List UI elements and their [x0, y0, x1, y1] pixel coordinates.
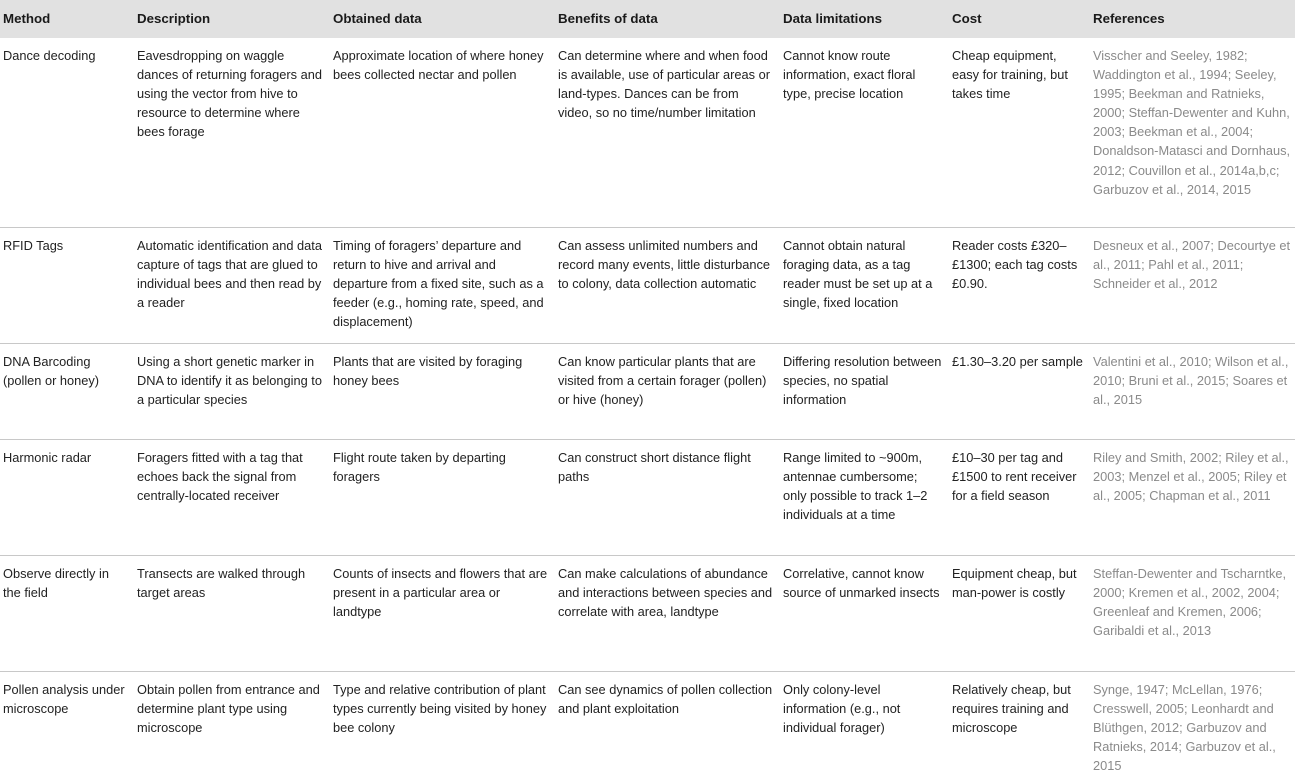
method-cell: Dance decoding: [0, 38, 134, 228]
description-cell: Foragers fitted with a tag that echoes back the signal from centrally-located receiver: [134, 440, 330, 556]
cost-cell: Cheap equipment, easy for training, but takes time: [949, 38, 1090, 228]
column-header-references: References: [1090, 0, 1295, 38]
description-cell: Obtain pollen from entrance and determine plant type using microscope: [134, 672, 330, 781]
cost-cell: £10–30 per tag and £1500 to rent receiver for a field season: [949, 440, 1090, 556]
method-cell: Harmonic radar: [0, 440, 134, 556]
column-header-benefits: Benefits of data: [555, 0, 780, 38]
references-cell: Visscher and Seeley, 1982; Waddington et al., 1994; Seeley, 1995; Beekman and Ratnieks, 2000; Steffan-Dewenter and Kuhn, 2003; Beekman et al., 2004; Donaldson-Matasci and Dornhaus, 2012; Couvillon et al., 2014a,b,c; Garbuzov et al., 2014, 2015: [1090, 38, 1295, 228]
column-header-limitations: Data limitations: [780, 0, 949, 38]
table-row: [0, 440, 1295, 556]
cost-cell: Equipment cheap, but man-power is costly: [949, 556, 1090, 672]
method-cell: Pollen analysis under microscope: [0, 672, 134, 781]
table-row: [0, 228, 1295, 344]
obtained-data-cell: Timing of foragers’ departure and return to hive and arrival and departure from a fixed site, such as a feeder (e.g., homing rate, speed, and displacement): [330, 228, 555, 344]
references-cell: Steffan-Dewenter and Tscharntke, 2000; Kremen et al., 2002, 2004; Greenleaf and Kremen, 2006; Garibaldi et al., 2013: [1090, 556, 1295, 672]
description-cell: Automatic identification and data capture of tags that are glued to individual bees and then read by a reader: [134, 228, 330, 344]
table-header-row: [0, 0, 1295, 38]
table-row: [0, 556, 1295, 672]
obtained-data-cell: Counts of insects and flowers that are present in a particular area or landtype: [330, 556, 555, 672]
description-cell: Transects are walked through target areas: [134, 556, 330, 672]
column-header-method: Method: [0, 0, 134, 38]
table-row: [0, 344, 1295, 440]
limitations-cell: Only colony-level information (e.g., not individual forager): [780, 672, 949, 781]
limitations-cell: Differing resolution between species, no spatial information: [780, 344, 949, 440]
limitations-cell: Correlative, cannot know source of unmarked insects: [780, 556, 949, 672]
obtained-data-cell: Plants that are visited by foraging honey bees: [330, 344, 555, 440]
table-row: [0, 38, 1295, 228]
references-cell: Desneux et al., 2007; Decourtye et al., 2011; Pahl et al., 2011; Schneider et al., 2012: [1090, 228, 1295, 344]
obtained-data-cell: Approximate location of where honey bees collected nectar and pollen: [330, 38, 555, 228]
limitations-cell: Cannot know route information, exact floral type, precise location: [780, 38, 949, 228]
references-cell: Riley and Smith, 2002; Riley et al., 2003; Menzel et al., 2005; Riley et al., 2005; Chapman et al., 2011: [1090, 440, 1295, 556]
limitations-cell: Cannot obtain natural foraging data, as a tag reader must be set up at a single, fixed location: [780, 228, 949, 344]
obtained-data-cell: Flight route taken by departing foragers: [330, 440, 555, 556]
column-header-description: Description: [134, 0, 330, 38]
column-header-obtained-data: Obtained data: [330, 0, 555, 38]
cost-cell: £1.30–3.20 per sample: [949, 344, 1090, 440]
benefits-cell: Can construct short distance flight paths: [555, 440, 780, 556]
references-cell: Valentini et al., 2010; Wilson et al., 2010; Bruni et al., 2015; Soares et al., 2015: [1090, 344, 1295, 440]
description-cell: Eavesdropping on waggle dances of returning foragers and using the vector from hive to resource to determine where bees forage: [134, 38, 330, 228]
benefits-cell: Can assess unlimited numbers and record many events, little disturbance to colony, data collection automatic: [555, 228, 780, 344]
benefits-cell: Can know particular plants that are visited from a certain forager (pollen) or hive (honey): [555, 344, 780, 440]
benefits-cell: Can determine where and when food is available, use of particular areas or land-types. Dances can be from video, so no time/number limitation: [555, 38, 780, 228]
obtained-data-cell: Type and relative contribution of plant types currently being visited by honey bee colony: [330, 672, 555, 781]
method-cell: Observe directly in the field: [0, 556, 134, 672]
cost-cell: Relatively cheap, but requires training and microscope: [949, 672, 1090, 781]
column-header-cost: Cost: [949, 0, 1090, 38]
benefits-cell: Can see dynamics of pollen collection and plant exploitation: [555, 672, 780, 781]
method-cell: RFID Tags: [0, 228, 134, 344]
limitations-cell: Range limited to ~900m, antennae cumbersome; only possible to track 1–2 individuals at a time: [780, 440, 949, 556]
description-cell: Using a short genetic marker in DNA to identify it as belonging to a particular species: [134, 344, 330, 440]
cost-cell: Reader costs £320–£1300; each tag costs £0.90.: [949, 228, 1090, 344]
references-cell: Synge, 1947; McLellan, 1976; Cresswell, 2005; Leonhardt and Blüthgen, 2012; Garbuzov and Ratnieks, 2014; Garbuzov et al., 2015: [1090, 672, 1295, 781]
table-row: [0, 672, 1295, 781]
method-cell: DNA Barcoding (pollen or honey): [0, 344, 134, 440]
benefits-cell: Can make calculations of abundance and interactions between species and correlate with area, landtype: [555, 556, 780, 672]
